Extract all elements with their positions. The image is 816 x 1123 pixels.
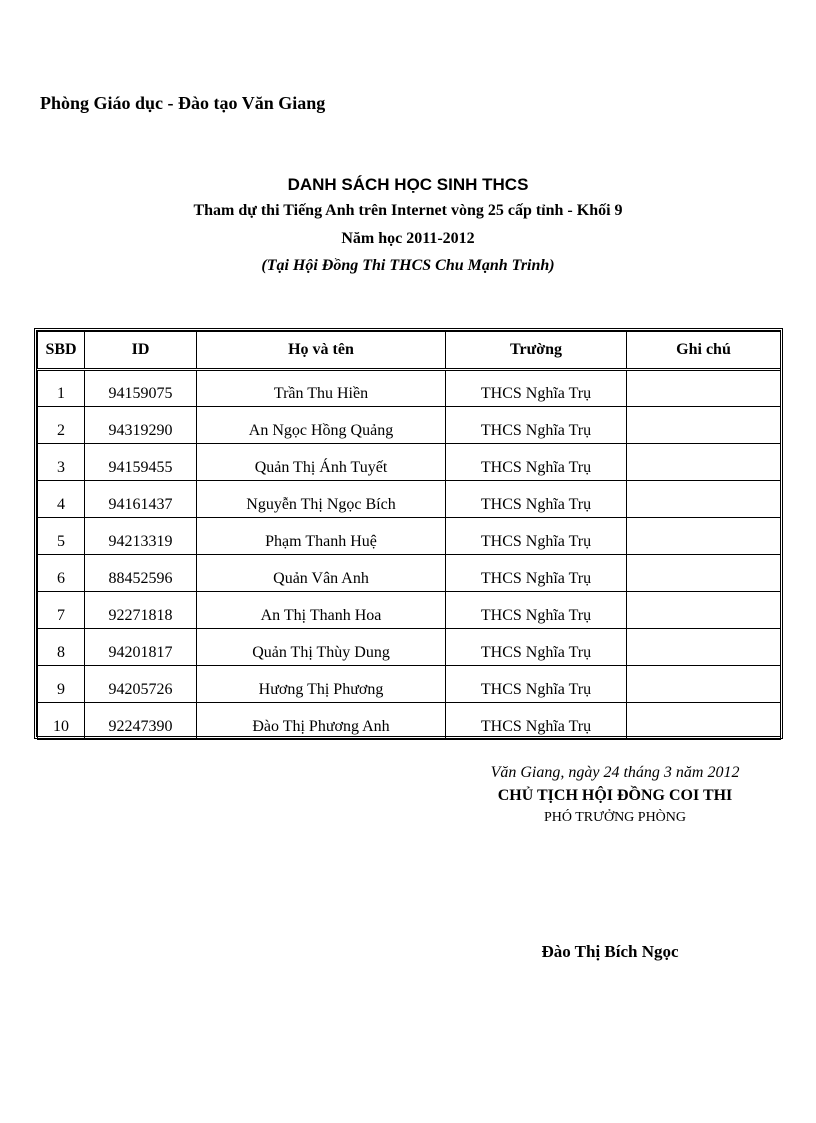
cell-id: 92271818 [85,592,197,629]
table-row [38,481,781,518]
deputy-title: PHÓ TRƯỞNG PHÒNG [543,810,687,825]
cell-id: 94213319 [85,518,197,555]
table-row [38,666,781,703]
table-row [38,592,781,629]
cell-sbd: 9 [38,666,85,703]
cell-school: THCS Nghĩa Trụ [446,592,627,629]
cell-note [627,703,781,740]
cell-school: THCS Nghĩa Trụ [446,370,627,407]
cell-note [627,555,781,592]
cell-sbd: 10 [38,703,85,740]
cell-name: Nguyễn Thị Ngọc Bích [197,481,446,518]
document-title: DANH SÁCH HỌC SINH THCS [287,175,529,194]
cell-note [627,629,781,666]
cell-sbd: 3 [38,444,85,481]
column-header-note: Ghi chú [627,332,781,370]
place-and-date: Văn Giang, ngày 24 tháng 3 năm 2012 [490,764,740,781]
column-header-name: Họ và tên [197,332,446,370]
cell-sbd: 7 [38,592,85,629]
cell-school: THCS Nghĩa Trụ [446,407,627,444]
cell-sbd: 1 [38,370,85,407]
table-row [38,407,781,444]
cell-id: 94319290 [85,407,197,444]
cell-name: Quản Thị Thùy Dung [197,629,446,666]
document-subtitle-venue: (Tại Hội Đồng Thi THCS Chu Mạnh Trinh) [261,257,555,274]
cell-id: 92247390 [85,703,197,740]
cell-school: THCS Nghĩa Trụ [446,703,627,740]
cell-school: THCS Nghĩa Trụ [446,444,627,481]
document-subtitle-year: Năm học 2011-2012 [341,230,475,247]
cell-sbd: 4 [38,481,85,518]
student-table [34,328,783,739]
cell-note [627,444,781,481]
cell-note [627,518,781,555]
cell-school: THCS Nghĩa Trụ [446,666,627,703]
column-header-sbd: SBD [38,332,85,370]
table-row [38,629,781,666]
column-header-id: ID [85,332,197,370]
cell-note [627,407,781,444]
document-subtitle-exam: Tham dự thi Tiếng Anh trên Internet vòng 25 cấp tỉnh - Khối 9 [193,202,623,219]
cell-note [627,592,781,629]
cell-name: Phạm Thanh Huệ [197,518,446,555]
signer-name: Đào Thị Bích Ngọc [541,942,679,961]
cell-id: 94201817 [85,629,197,666]
cell-name: Quản Vân Anh [197,555,446,592]
cell-school: THCS Nghĩa Trụ [446,518,627,555]
cell-name: An Ngọc Hồng Quảng [197,407,446,444]
cell-school: THCS Nghĩa Trụ [446,555,627,592]
cell-id: 94159455 [85,444,197,481]
table-row [38,518,781,555]
table-row [38,555,781,592]
cell-id: 94205726 [85,666,197,703]
table-header-row [38,332,781,370]
table-row [38,370,781,407]
cell-name: An Thị Thanh Hoa [197,592,446,629]
cell-sbd: 6 [38,555,85,592]
cell-name: Quản Thị Ánh Tuyết [197,444,446,481]
table-row [38,703,781,740]
office-name: Phòng Giáo dục - Đào tạo Văn Giang [40,93,326,113]
cell-id: 94159075 [85,370,197,407]
cell-id: 88452596 [85,555,197,592]
cell-name: Hương Thị Phương [197,666,446,703]
cell-sbd: 5 [38,518,85,555]
chair-title: CHỦ TỊCH HỘI ĐỒNG COI THI [497,787,733,804]
cell-id: 94161437 [85,481,197,518]
table-row [38,444,781,481]
cell-note [627,666,781,703]
column-header-school: Trường [446,332,627,370]
cell-note [627,481,781,518]
cell-sbd: 8 [38,629,85,666]
cell-name: Đào Thị Phương Anh [197,703,446,740]
cell-sbd: 2 [38,407,85,444]
cell-name: Trần Thu Hiền [197,370,446,407]
cell-school: THCS Nghĩa Trụ [446,481,627,518]
cell-note [627,370,781,407]
cell-school: THCS Nghĩa Trụ [446,629,627,666]
